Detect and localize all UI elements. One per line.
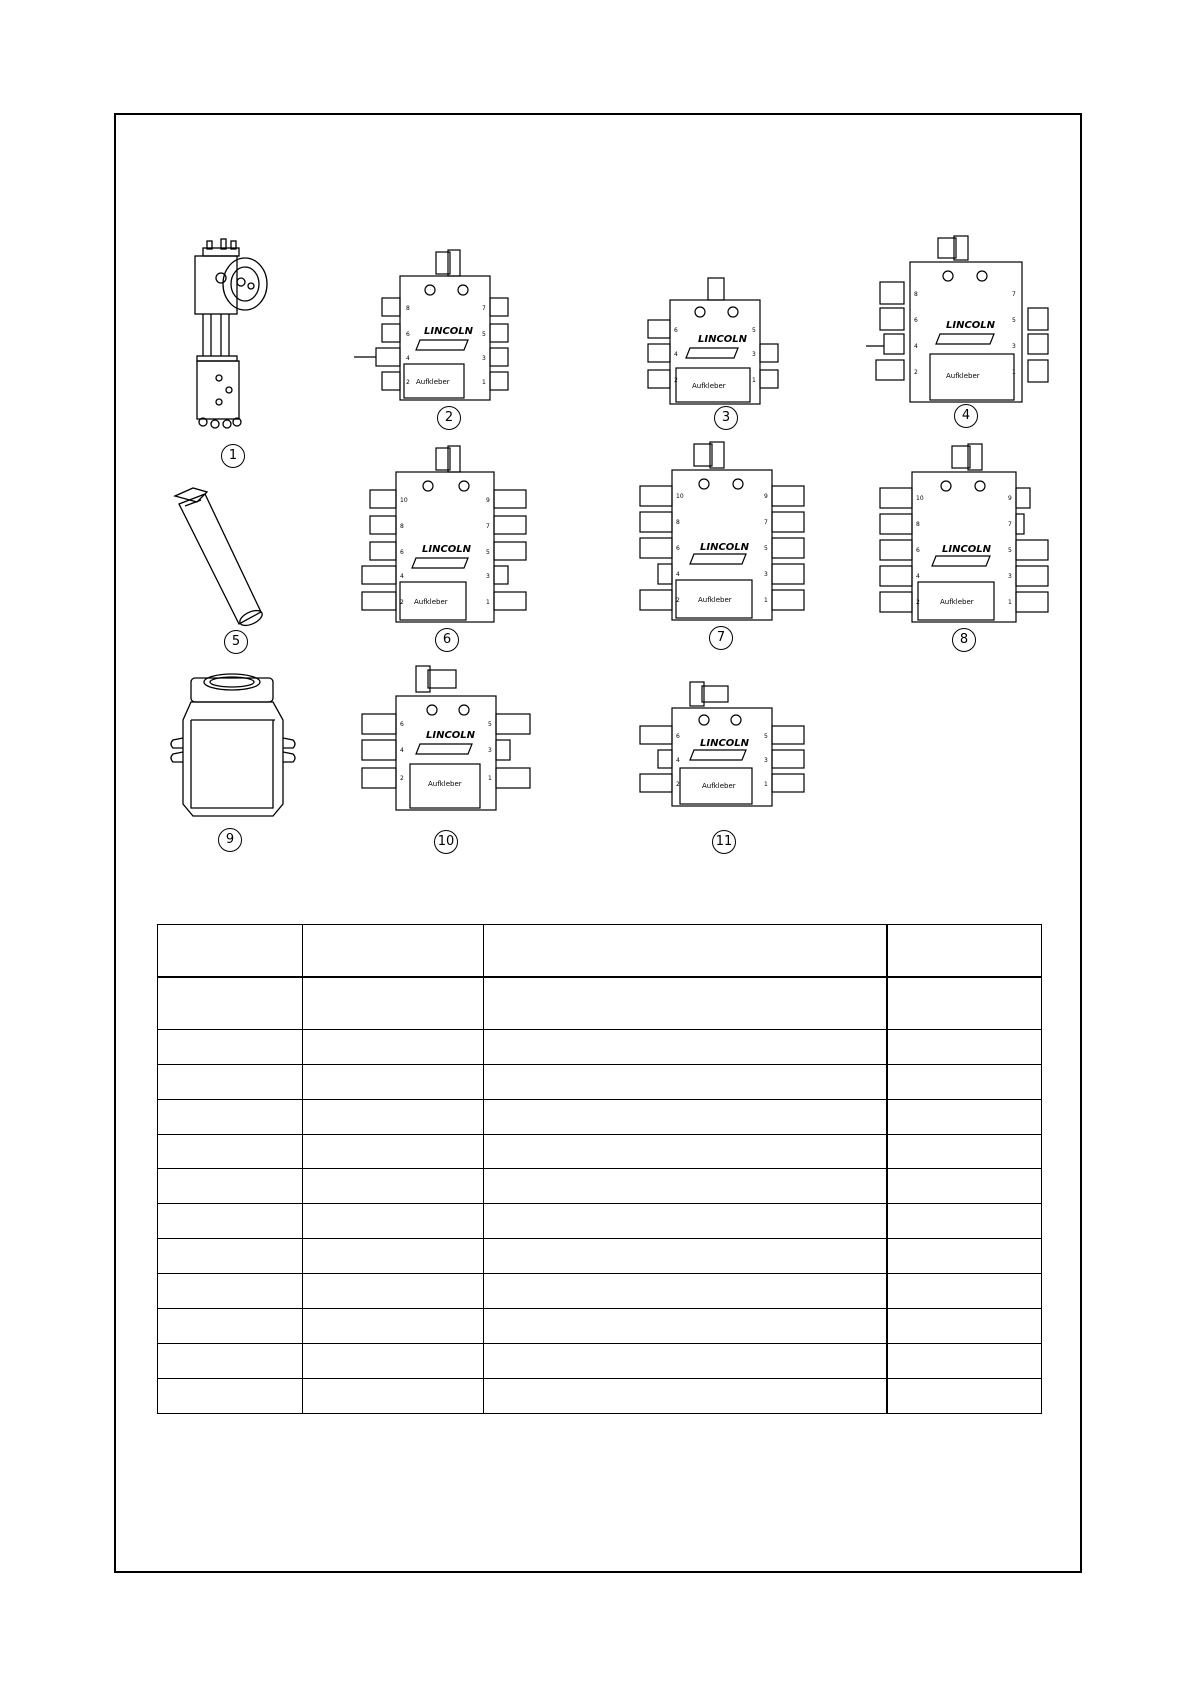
figure-number: 6 [435,628,459,652]
figure-divider-valve [860,236,1060,408]
figure-divider-valve [638,276,798,408]
outlet-label: 7 [486,523,490,530]
outlet-label: 10 [676,493,684,500]
table-cell [887,1064,1042,1099]
divider-drawing [348,250,518,410]
brand-label: LINCOLN [946,320,996,331]
table-cell [484,1134,887,1169]
figure-divider-valve [874,444,1054,626]
divider-drawing [638,276,798,408]
outlet-label: 4 [676,571,680,578]
outlet-label: 1 [764,597,768,604]
outlet-label: 7 [764,519,768,526]
outlet-label: 1 [482,379,486,386]
brand-label: LINCOLN [942,544,992,555]
table-row [158,1309,1042,1344]
table-cell [303,1064,484,1099]
sticker-label: Aufkleber [702,782,736,790]
table-cell [484,977,887,1029]
outlet-label: 8 [676,519,680,526]
outlet-label: 6 [676,733,680,740]
outlet-label: 8 [916,521,920,528]
table-header-cell [303,925,484,977]
outlet-label: 9 [764,493,768,500]
outlet-label: 10 [916,495,924,502]
sticker-label: Aufkleber [946,372,980,380]
brand-label: LINCOLN [422,544,472,555]
table-cell [158,1099,303,1134]
figure-number: 9 [218,828,242,852]
outlet-label: 5 [482,331,486,338]
table-cell [158,1274,303,1309]
table-row [158,977,1042,1029]
outlet-label: 2 [916,599,920,606]
table-row [158,1274,1042,1309]
divider-drawing [632,680,812,810]
figure-number: 10 [434,830,458,854]
parts-table [157,924,1042,1414]
brand-label: LINCOLN [700,542,750,553]
table-header-row [158,925,1042,977]
outlet-label: 5 [764,545,768,552]
outlet-label: 9 [486,497,490,504]
table-cell [887,977,1042,1029]
figure-divider-valve [348,250,518,410]
table-cell [303,1309,484,1344]
brand-label: LINCOLN [424,326,474,337]
outlet-label: 8 [406,305,410,312]
table-cell [158,977,303,1029]
table-cell [887,1029,1042,1064]
outlet-label: 5 [752,327,756,334]
brand-label: LINCOLN [426,730,476,741]
divider-drawing [348,446,538,626]
table-cell [484,1274,887,1309]
parts-table-body [158,925,1042,1414]
outlet-label: 6 [406,331,410,338]
figure-divider-valve [632,442,812,624]
table-row [158,1169,1042,1204]
sticker-label: Aufkleber [414,598,448,606]
outlet-label: 6 [916,547,920,554]
sticker-label: Aufkleber [416,378,450,386]
table-cell [887,1344,1042,1379]
outlet-label: 1 [764,781,768,788]
figure-number: 2 [437,406,461,430]
table-cell [887,1379,1042,1414]
table-cell [303,977,484,1029]
table-cell [158,1029,303,1064]
outlet-label: 4 [674,351,678,358]
table-cell [303,1379,484,1414]
outlet-label: 3 [752,351,756,358]
outlet-label: 1 [1008,599,1012,606]
outlet-label: 3 [764,571,768,578]
outlet-label: 4 [914,343,918,350]
table-cell [303,1344,484,1379]
table-cell [303,1134,484,1169]
figure-number: 3 [714,406,738,430]
table-cell [887,1204,1042,1239]
pump-drawing [165,238,285,433]
outlet-label: 3 [764,757,768,764]
table-header-cell [158,925,303,977]
table-row [158,1099,1042,1134]
table-cell [484,1344,887,1379]
outlet-label: 1 [488,775,492,782]
outlet-label: 7 [1012,291,1016,298]
outlet-label: 4 [406,355,410,362]
outlet-label: 3 [486,573,490,580]
outlet-label: 4 [916,573,920,580]
table-cell [484,1099,887,1134]
table-cell [887,1274,1042,1309]
figure-number: 8 [952,628,976,652]
sticker-label: Aufkleber [940,598,974,606]
outlet-label: 6 [674,327,678,334]
divider-drawing [860,236,1060,408]
table-cell [158,1344,303,1379]
table-header-cell [887,925,1042,977]
outlet-label: 2 [400,599,404,606]
table-cell [303,1029,484,1064]
outlet-label: 3 [488,747,492,754]
reservoir-drawing [165,668,300,820]
sticker-label: Aufkleber [692,382,726,390]
outlet-label: 2 [914,369,918,376]
divider-drawing [874,444,1054,626]
outlet-label: 2 [676,597,680,604]
outlet-label: 8 [400,523,404,530]
table-row [158,1344,1042,1379]
figure-divider-valve [632,680,812,810]
table-header-cell [484,925,887,977]
table-cell [158,1134,303,1169]
outlet-label: 6 [400,549,404,556]
outlet-label: 8 [914,291,918,298]
figure-number: 1 [221,444,245,468]
table-cell [887,1099,1042,1134]
outlet-label: 2 [400,775,404,782]
figure-number: 4 [954,404,978,428]
table-cell [158,1379,303,1414]
outlet-label: 5 [486,549,490,556]
table-cell [887,1239,1042,1274]
table-row [158,1064,1042,1099]
outlet-label: 3 [482,355,486,362]
table-cell [303,1204,484,1239]
brand-label: LINCOLN [700,738,750,749]
table-cell [158,1169,303,1204]
table-cell [887,1309,1042,1344]
outlet-label: 7 [482,305,486,312]
table-row [158,1379,1042,1414]
figure-cartridge [165,480,285,630]
outlet-label: 5 [1012,317,1016,324]
figure-number: 7 [709,626,733,650]
outlet-label: 2 [676,781,680,788]
table-row [158,1029,1042,1064]
sticker-label: Aufkleber [698,596,732,604]
table-cell [158,1239,303,1274]
table-row [158,1239,1042,1274]
table-cell [303,1239,484,1274]
outlet-label: 3 [1012,343,1016,350]
outlet-label: 1 [752,377,756,384]
outlet-label: 1 [486,599,490,606]
table-cell [158,1204,303,1239]
outlet-label: 4 [400,747,404,754]
cartridge-drawing [165,480,285,630]
table-row [158,1204,1042,1239]
outlet-label: 6 [914,317,918,324]
outlet-label: 10 [400,497,408,504]
table-cell [484,1029,887,1064]
outlet-label: 7 [1008,521,1012,528]
figure-number: 11 [712,830,736,854]
figure-number: 5 [224,630,248,654]
table-cell [484,1239,887,1274]
outlet-label: 9 [1008,495,1012,502]
table-cell [484,1064,887,1099]
outlet-label: 2 [674,377,678,384]
table-cell [303,1274,484,1309]
outlet-label: 2 [406,379,410,386]
figure-reservoir [165,668,300,820]
divider-drawing [356,664,536,814]
figure-pump [165,238,285,433]
outlet-label: 5 [1008,547,1012,554]
table-cell [484,1309,887,1344]
outlet-label: 1 [1012,369,1016,376]
outlet-label: 4 [400,573,404,580]
outlet-label: 3 [1008,573,1012,580]
brand-label: LINCOLN [698,334,748,345]
outlet-label: 5 [488,721,492,728]
divider-drawing [632,442,812,624]
outlet-label: 5 [764,733,768,740]
table-cell [484,1379,887,1414]
outlet-label: 4 [676,757,680,764]
table-cell [303,1099,484,1134]
table-row [158,1134,1042,1169]
figure-divider-valve [356,664,536,814]
figure-divider-valve [348,446,538,626]
table-cell [158,1309,303,1344]
table-cell [887,1169,1042,1204]
table-cell [484,1169,887,1204]
table-cell [158,1064,303,1099]
table-cell [484,1204,887,1239]
outlet-label: 6 [676,545,680,552]
table-cell [887,1134,1042,1169]
outlet-label: 6 [400,721,404,728]
table-cell [303,1169,484,1204]
sticker-label: Aufkleber [428,780,462,788]
